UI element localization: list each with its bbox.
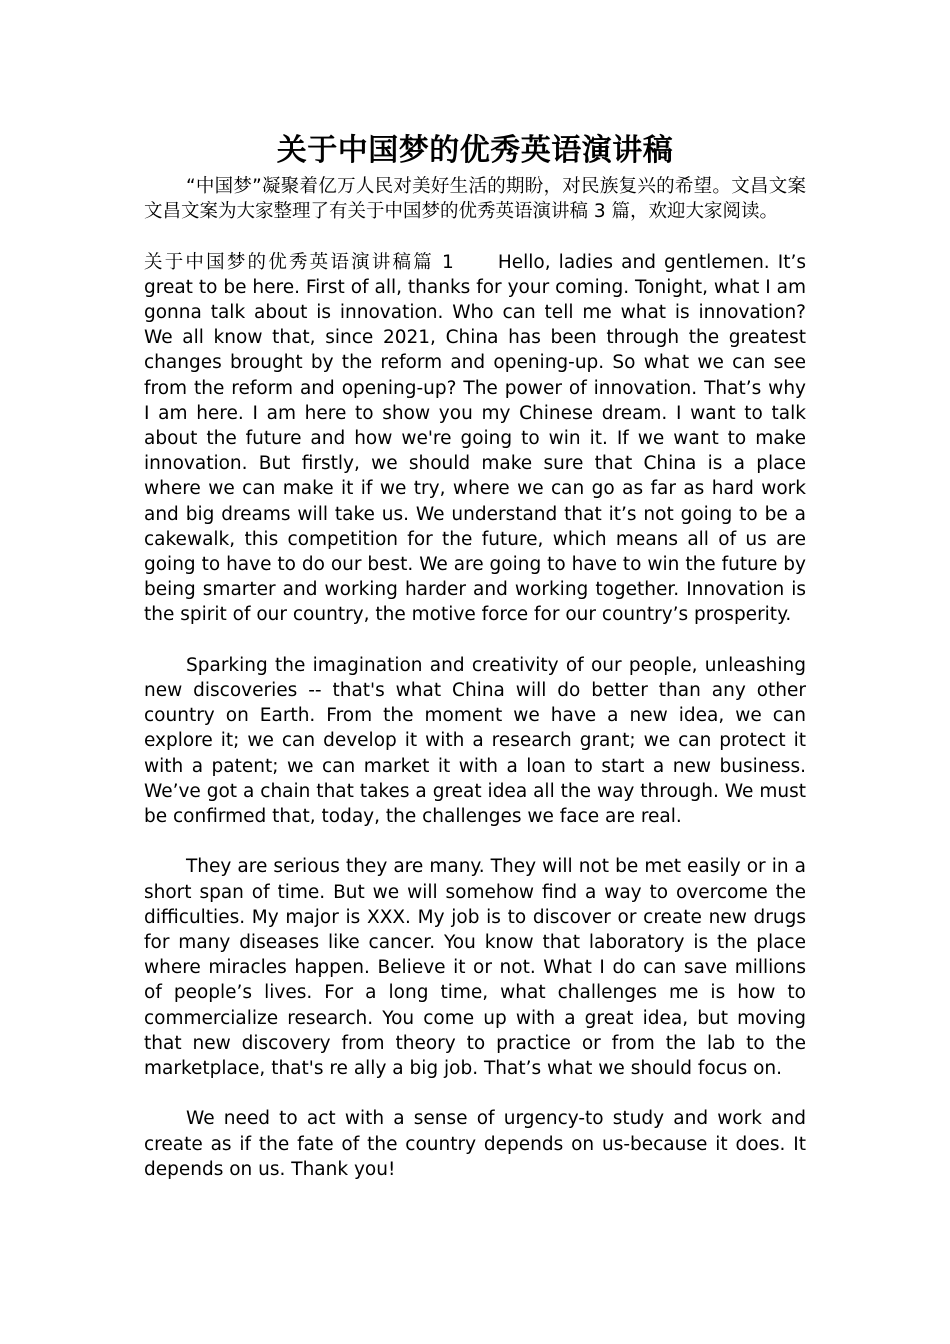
paragraph-gap (144, 628, 806, 653)
body-paragraph-2: Sparking the imagination and creativity of our people, unleashing new discoveries -- that's what China will do better than any other country on Earth. From the moment we have a new idea, we can explore it; we can develop it with a research grant; we can protect it with a patent; we can market it with a loan to start a new business. We’ve got a chain that takes a great idea all the way through. We must be confirmed that, today, the challenges we face are real. (144, 654, 806, 828)
intro-paragraph: “中国梦”凝聚着亿万人民对美好生活的期盼，对民族复兴的希望。文昌文案文昌文案为大家整理了有关于中国梦的优秀英语演讲稿 3 篇，欢迎大家阅读。 (144, 176, 806, 223)
paragraph-gap (144, 224, 806, 249)
body-paragraph-4: We need to act with a sense of urgency-to study and work and create as if the fate of the country depends on us-because it does. It depends on us. Thank you! (144, 1108, 806, 1180)
paragraph-gap (144, 1081, 806, 1106)
document-title: 关于中国梦的优秀英语演讲稿 (276, 133, 674, 168)
body-paragraph-1-text: Hello, ladies and gentlemen. It’s great to be here. First of all, thanks for your coming. Tonight, what I am gonna talk about is innovation. Who can tell me what is innovation? We all know that, since 2021, China has been through the greatest changes brought by the reform and opening-up. So what we can see from the reform and opening-up? The power of innovation. That’s why I am here. I am here to show you my Chinese dream. I want to talk about the future and how we're going to win it. If we want to make innovation. But firstly, we should make sure that China is a place where we can make it if we try, where we can go as far as hard work and big dreams will take us. We understand that it’s not going to be a cakewalk, this competition for the future, which means all of us are going to have to do our best. We are going to have to win the future by being smarter and working harder and working together. Innovation is the spirit of our country, the motive force for our country’s prosperity. (144, 251, 806, 626)
section-heading: 关于中国梦的优秀英语演讲稿篇 1 (144, 251, 454, 273)
body-paragraph-1 (144, 250, 806, 628)
body-paragraph-3: They are serious they are many. They will not be met easily or in a short span of time. But we will somehow find a way to overcome the difficulties. My major is XXX. My job is to discover or create new drugs for many diseases like cancer. You know that laboratory is the place where miracles happen. Believe it or not. What I do can save millions of people’s lives. For a long time, what challenges me is how to commercialize research. You come up with a great idea, but moving that new discovery from theory to practice or from the lab to the marketplace, that's re ally a big job. That’s what we should focus on. (144, 856, 806, 1080)
document-page (144, 128, 806, 1182)
paragraph-gap (144, 829, 806, 854)
